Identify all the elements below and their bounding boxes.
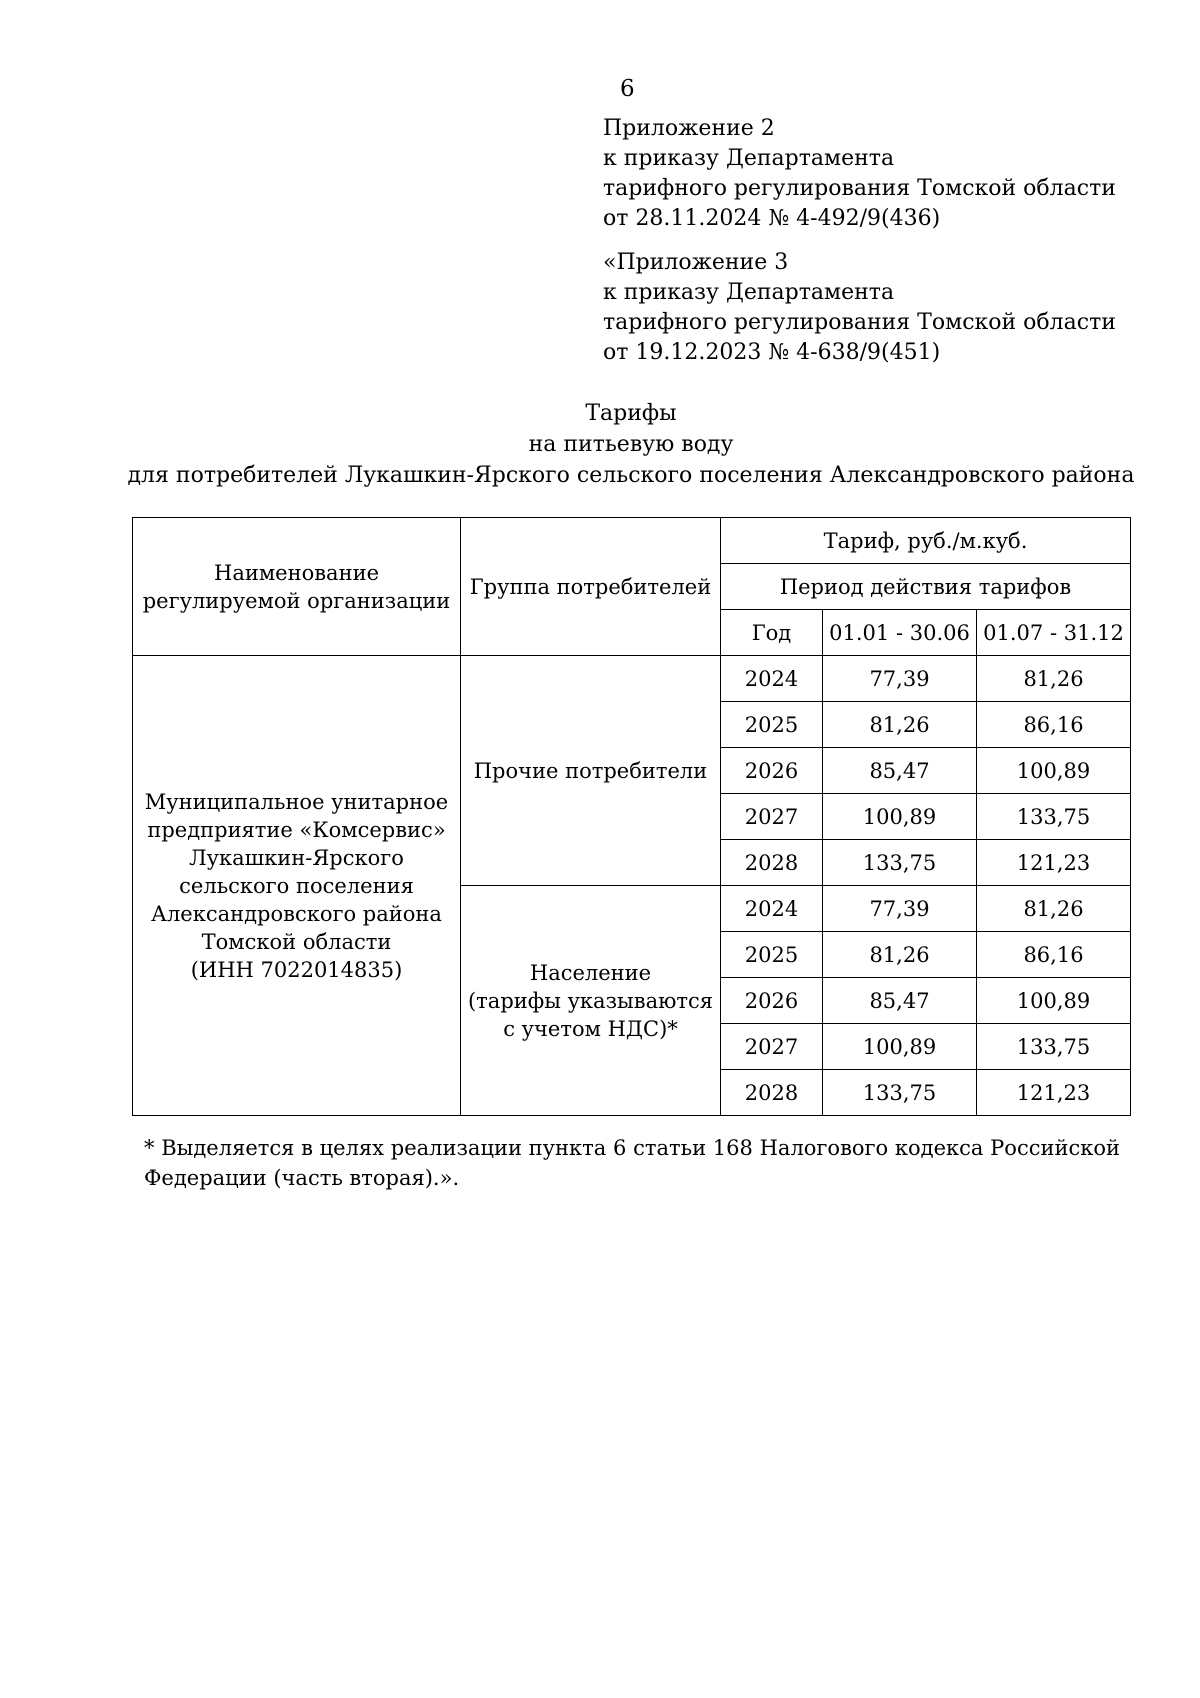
annex-current-line: от 28.11.2024 № 4-492/9(436) <box>603 206 941 231</box>
year-cell: 2027 <box>721 794 823 840</box>
year-cell: 2025 <box>721 932 823 978</box>
footnote: * Выделяется в целях реализации пункта 6 статьи 168 Налогового кодекса Российской Федерации (часть вторая).». <box>144 1136 1120 1190</box>
annex-current-line: Приложение 2 <box>603 116 775 141</box>
organization-line: (ИНН 7022014835) <box>190 957 403 982</box>
document-title <box>0 398 1200 491</box>
year-cell: 2025 <box>721 702 823 748</box>
table-row <box>133 656 1131 702</box>
organization-line: сельского поселения <box>179 873 414 898</box>
group-name-line: Население <box>529 960 652 985</box>
header-half2: 01.07 - 31.12 <box>977 610 1131 656</box>
header-year: Год <box>721 610 823 656</box>
header-period: Период действия тарифов <box>721 564 1131 610</box>
year-cell: 2026 <box>721 978 823 1024</box>
group-name-line: (тарифы указываются <box>467 988 714 1013</box>
tariff-half2-cell: 86,16 <box>977 702 1131 748</box>
annex-previous-line: тарифного регулирования Томской области <box>603 310 1116 335</box>
tariff-half2-cell: 100,89 <box>977 978 1131 1024</box>
annex-current-line: тарифного регулирования Томской области <box>603 176 1116 201</box>
tariff-table <box>132 517 1131 1116</box>
group-other-consumers <box>461 656 721 886</box>
year-cell: 2027 <box>721 1024 823 1070</box>
tariff-half1-cell: 81,26 <box>823 702 977 748</box>
organization-line: Муниципальное унитарное <box>144 789 449 814</box>
annex-current-block <box>603 114 1163 234</box>
tariff-half1-cell: 100,89 <box>823 1024 977 1070</box>
tariff-half1-cell: 133,75 <box>823 840 977 886</box>
tariff-half1-cell: 85,47 <box>823 748 977 794</box>
tariff-half2-cell: 86,16 <box>977 932 1131 978</box>
tariff-half2-cell: 100,89 <box>977 748 1131 794</box>
tariff-half1-cell: 77,39 <box>823 656 977 702</box>
annex-previous-line: от 19.12.2023 № 4-638/9(451) <box>603 340 941 365</box>
tariff-half1-cell: 100,89 <box>823 794 977 840</box>
tariff-half1-cell: 77,39 <box>823 886 977 932</box>
group-population <box>461 886 721 1116</box>
annex-previous-block <box>603 248 1163 368</box>
header-consumer-group: Группа потребителей <box>461 518 721 656</box>
tariff-half2-cell: 81,26 <box>977 886 1131 932</box>
organization-line: предприятие «Комсервис» <box>147 817 446 842</box>
year-cell: 2026 <box>721 748 823 794</box>
tariff-half2-cell: 81,26 <box>977 656 1131 702</box>
tariff-half2-cell: 121,23 <box>977 840 1131 886</box>
organization-line: Томской области <box>201 929 392 954</box>
tariff-half2-cell: 121,23 <box>977 1070 1131 1116</box>
year-cell: 2024 <box>721 656 823 702</box>
tariff-half2-cell: 133,75 <box>977 794 1131 840</box>
annex-previous-line: к приказу Департамента <box>603 280 895 305</box>
year-cell: 2028 <box>721 840 823 886</box>
group-name-line: Прочие потребители <box>473 758 708 783</box>
tariff-half1-cell: 81,26 <box>823 932 977 978</box>
organization-cell <box>133 656 461 1116</box>
year-cell: 2024 <box>721 886 823 932</box>
tariff-half1-cell: 133,75 <box>823 1070 977 1116</box>
title-line: для потребителей Лукашкин-Ярского сельского поселения Александровского района <box>127 463 1135 488</box>
tariff-half2-cell: 133,75 <box>977 1024 1131 1070</box>
title-line: на питьевую воду <box>528 432 734 457</box>
organization-line: Лукашкин-Ярского <box>189 845 404 870</box>
annex-previous-line: «Приложение 3 <box>603 250 789 275</box>
title-line: Тарифы <box>585 401 677 426</box>
organization-line: Александровского района <box>151 901 442 926</box>
header-tariff: Тариф, руб./м.куб. <box>721 518 1131 564</box>
page-number: 6 <box>620 76 635 102</box>
year-cell: 2028 <box>721 1070 823 1116</box>
header-half1: 01.01 - 30.06 <box>823 610 977 656</box>
annex-current-line: к приказу Департамента <box>603 146 895 171</box>
header-organization: Наименование регулируемой организации <box>133 518 461 656</box>
tariff-half1-cell: 85,47 <box>823 978 977 1024</box>
group-name-line: с учетом НДС)* <box>503 1016 678 1041</box>
